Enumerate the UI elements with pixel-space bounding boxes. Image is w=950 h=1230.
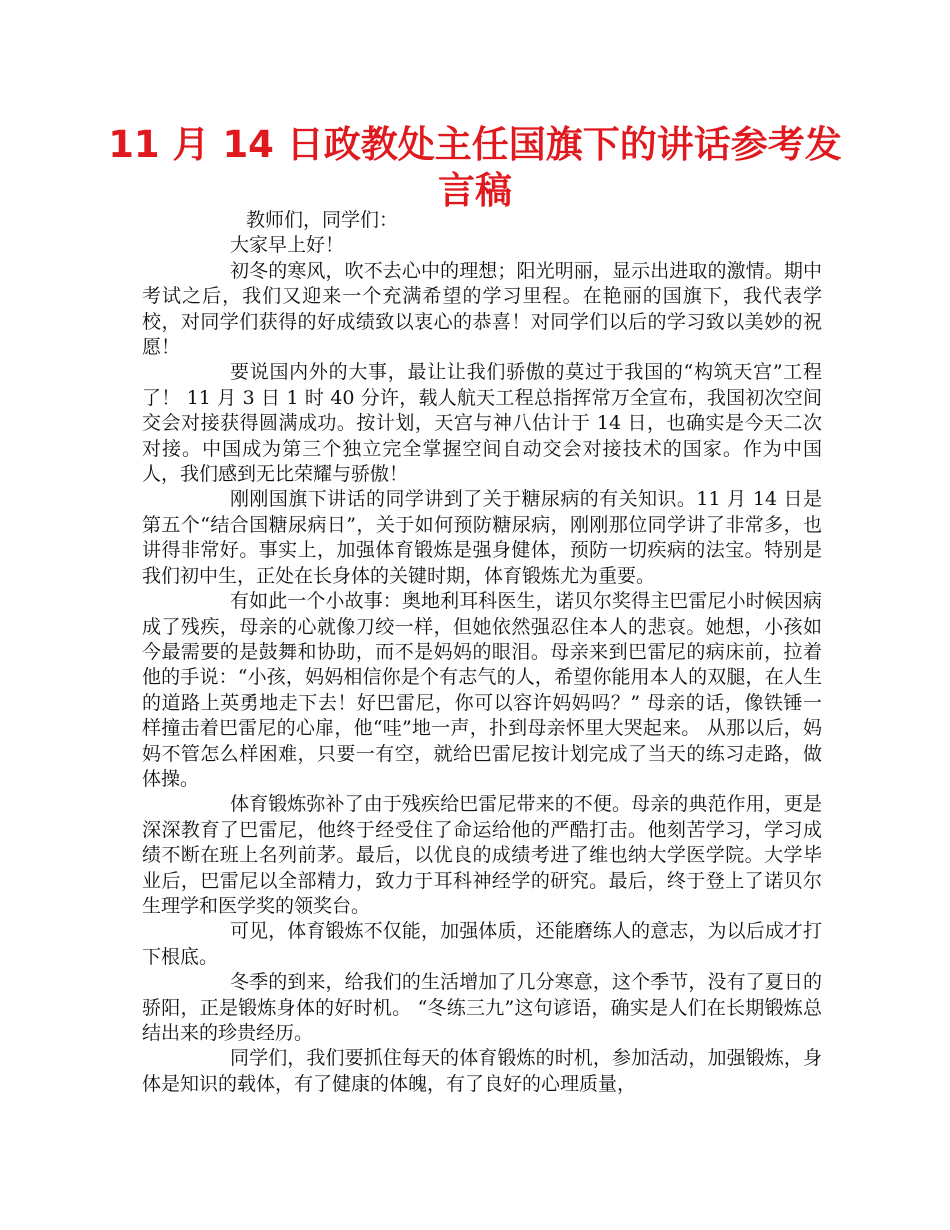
body-paragraph: 体育锻炼弥补了由于残疾给巴雷尼带来的不便。母亲的典范作用，更是深深教育了巴雷尼，他终于经受住了命运给他的严酷打击。他刻苦学习，学习成绩不断在班上名列前茅。最后，以优良的成绩考进了维也纳大学医学院。大学毕业后，巴雷尼以全部精力，致力于耳科神经学的研究。最后，终于登上了诺贝尔生理学和医学奖的领奖台。 [142, 793, 822, 917]
body-paragraph: 刚刚国旗下讲话的同学讲到了关于糖尿病的有关知识。11 月 14 日是第五个“结合国糖尿病日”，关于如何预防糖尿病，刚刚那位同学讲了非常多，也讲得非常好。事实上，加强体育锻炼是强身健体，预防一切疾病的法宝。特别是我们初中生，正处在长身体的关键时期，体育锻炼尤为重要。 [142, 488, 822, 587]
body-paragraph: 冬季的到来，给我们的生活增加了几分寒意，这个季节，没有了夏日的骄阳，正是锻炼身体的好时机。 “冬练三九”这句谚语，确实是人们在长期锻炼总结出来的珍贵经历。 [142, 971, 822, 1044]
document-title: 11 月 14 日政教处主任国旗下的讲话参考发言稿 [108, 123, 842, 212]
salutation-paragraph: 教师们，同学们： [246, 209, 399, 231]
body-paragraph: 要说国内外的大事，最让让我们骄傲的莫过于我国的“构筑天宫”工程了！ 11 月 3 日 1 时 40 分许，载人航天工程总指挥常万全宣布，我国初次空间交会对接获得圆满成功。按计划，天宫与神八估计于 14 日，也确实是今天二次对接。中国成为第三个独立完全掌握空间自动交会对接技术的国家。作为中国人，我们感到无比荣耀与骄傲！ [142, 361, 822, 486]
body-paragraph: 同学们，我们要抓住每天的体育锻炼的时机，参加活动，加强锻炼，身体是知识的载体，有了健康的体魄，有了良好的心理质量， [142, 1047, 822, 1095]
body-paragraph: 有如此一个小故事：奥地利耳科医生，诺贝尔奖得主巴雷尼小时候因病成了残疾，母亲的心就像刀绞一样，但她依然强忍住本人的悲哀。她想，小孩如今最需要的是鼓舞和协助，而不是妈妈的眼泪。母亲来到巴雷尼的病床前，拉着他的手说：“小孩，妈妈相信你是个有志气的人，希望你能用本人的双腿，在人生的道路上英勇地走下去！好巴雷尼，你可以容许妈妈吗？” 母亲的话，像铁锤一样撞击着巴雷尼的心扉，他“哇”地一声，扑到母亲怀里大哭起来。 从那以后，妈妈不管怎么样困难，只要一有空，就给巴雷尼按计划完成了当天的练习走路，做体操。 [142, 590, 822, 790]
greeting-paragraph: 大家早上好！ [230, 234, 345, 257]
document-body [142, 208, 822, 1097]
body-paragraph: 可见，体育锻炼不仅能，加强体质，还能磨练人的意志，为以后成才打下根底。 [142, 920, 822, 968]
body-paragraph: 初冬的寒风，吹不去心中的理想；阳光明丽，显示出进取的激情。期中考试之后，我们又迎来一个充满希望的学习里程。在艳丽的国旗下，我代表学校，对同学们获得的好成绩致以衷心的恭喜！对同学们以后的学习致以美妙的祝愿！ [142, 259, 822, 359]
